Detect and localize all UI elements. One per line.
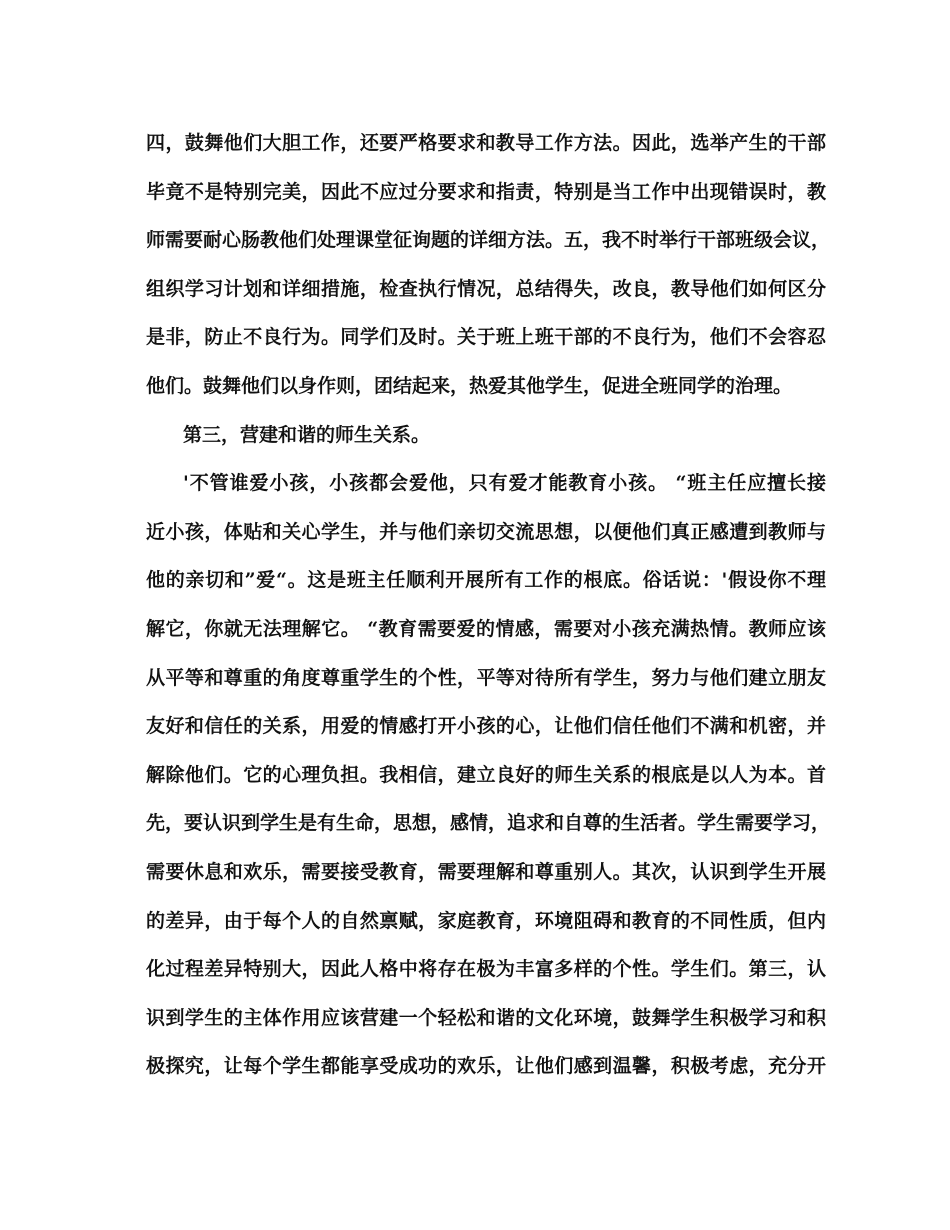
text-line: 的差异，由于每个人的自然禀赋，家庭教育，环境阻碍和教育的不同性质，但内 (146, 909, 826, 932)
text-line: 解它，你就无法理解它。 “教育需要爱的情感，需要对小孩充满热情。教师应该 (146, 617, 826, 640)
text-line: 他们。鼓舞他们以身作则，团结起来，热爱其他学生，促进全班同学的治理。 (146, 374, 793, 397)
text-line: 先，要认识到学生是有生命，思想，感情，追求和自尊的生活者。学生需要学习， (146, 812, 831, 835)
text-line: 四，鼓舞他们大胆工作，还要严格要求和教导工作方法。因此，选举产生的干部 (146, 132, 826, 154)
text-line: 他的亲切和”爱“。这是班主任顺利开展所有工作的根底。俗话说：'假设你不理 (146, 569, 826, 592)
text-line: 师需要耐心肠教他们处理课堂征询题的详细方法。五，我不时举行干部班级会议， (146, 229, 831, 252)
text-line: 化过程差异特别大，因此人格中将存在极为丰富多样的个性。学生们。第三，认 (146, 958, 826, 981)
text-line: 极探究，让每个学生都能享受成功的欢乐，让他们感到温馨，积极考虑，充分开 (146, 1055, 826, 1078)
text-line: 是非，防止不良行为。同学们及时。关于班上班干部的不良行为，他们不会容忍 (146, 326, 826, 349)
section-heading: 第三，营建和谐的师生关系。 (183, 423, 431, 446)
text-line: '不管谁爱小孩，小孩都会爱他，只有爱才能教育小孩。 “班主任应擅长接 (183, 472, 826, 495)
text-line: 近小孩，体贴和关心学生，并与他们亲切交流思想，以便他们真正感遭到教师与 (146, 520, 826, 543)
text-line: 识到学生的主体作用应该营建一个轻松和谐的文化环境，鼓舞学生积极学习和积 (146, 1006, 826, 1029)
text-line: 组织学习计划和详细措施，检查执行情况，总结得失，改良，教导他们如何区分 (146, 277, 826, 300)
text-line: 解除他们。它的心理负担。我相信，建立良好的师生关系的根底是以人为本。首 (146, 763, 826, 786)
text-line: 从平等和尊重的角度尊重学生的个性，平等对待所有学生，努力与他们建立朋友 (146, 666, 826, 689)
text-line: 友好和信任的关系，用爱的情感打开小孩的心，让他们信任他们不满和机密，并 (146, 715, 826, 738)
text-line: 毕竟不是特别完美，因此不应过分要求和指责，特别是当工作中出现错误时，教 (146, 180, 826, 203)
text-line: 需要休息和欢乐，需要接受教育，需要理解和尊重别人。其次，认识到学生开展 (146, 860, 826, 883)
body-text (146, 127, 831, 1099)
